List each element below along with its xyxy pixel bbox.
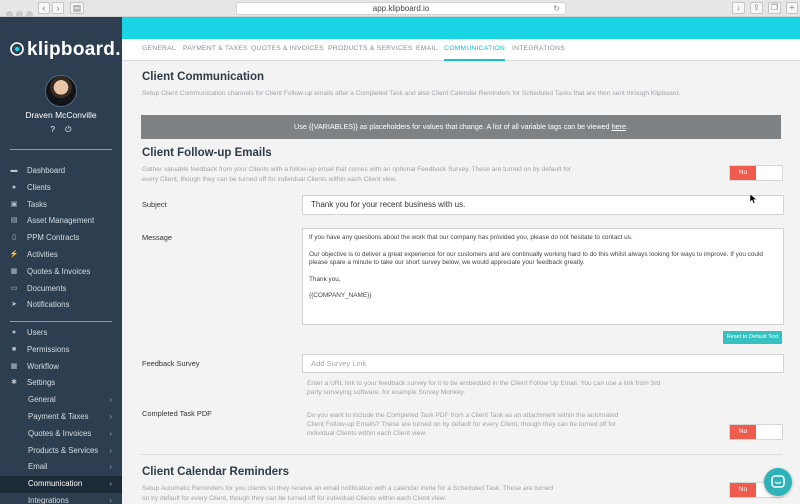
back-icon[interactable]: ‹ xyxy=(38,2,50,14)
lock-icon: ■ xyxy=(11,345,17,353)
chevron-right-icon: › xyxy=(109,479,112,489)
tab-products-services[interactable]: PRODUCTS & SERVICES xyxy=(328,45,413,52)
share-icon[interactable]: ⇪ xyxy=(750,2,763,14)
followup-toggle[interactable] xyxy=(729,165,783,181)
sidebar-item-permissions[interactable]: ■ Permissions xyxy=(0,342,122,359)
url-text: app.klipboard.io xyxy=(372,4,430,13)
forward-icon[interactable]: › xyxy=(52,2,64,14)
sidebar-subitem-email[interactable]: Email › xyxy=(0,459,122,476)
tab-email[interactable]: EMAIL xyxy=(416,45,438,52)
tab-integrations[interactable]: INTEGRATIONS xyxy=(512,45,565,52)
sidebar-item-users[interactable]: ● Users xyxy=(0,325,122,342)
user-actions xyxy=(0,125,122,135)
sidebar-divider xyxy=(10,321,112,322)
chevron-right-icon: › xyxy=(109,395,112,405)
user-icon: ● xyxy=(11,183,17,191)
browser-toolbar xyxy=(0,0,800,17)
tabs-icon[interactable]: ❐ xyxy=(768,2,781,14)
logo-text: klipboard. xyxy=(27,39,121,60)
top-bar xyxy=(122,17,800,39)
section-divider xyxy=(141,454,782,455)
sidebar-item-notifications[interactable]: ➤ Notifications xyxy=(0,297,122,314)
toggle-off-label: No xyxy=(730,425,756,439)
page-description: Setup Client Communication channels for Client Follow-up emails after a Completed Task and also Client Calendar Reminders for Scheduled Tasks that are then sent through Klipboard. xyxy=(142,90,681,97)
tab-quotes-invoices[interactable]: QUOTES & INVOICES xyxy=(251,45,324,52)
sidebar-item-activities[interactable]: ⚡ Activities xyxy=(0,247,122,264)
invoice-icon: ▦ xyxy=(10,267,18,275)
activity-icon: ⚡ xyxy=(9,250,19,258)
sidebar-item-asset-management[interactable]: ▤ Asset Management xyxy=(0,213,122,230)
message-paragraph: If you have any questions about the work that our company has provided you, please do not hesitate to contact us. xyxy=(309,234,633,241)
sidebar-item-dashboard[interactable]: ▬ Dashboard xyxy=(0,163,122,180)
message-paragraph: {{COMPANY_NAME}} xyxy=(309,292,372,300)
gear-icon: ✱ xyxy=(11,379,17,387)
main-nav xyxy=(0,163,122,314)
sidebar-item-documents[interactable]: ▭ Documents xyxy=(0,281,122,298)
variables-banner xyxy=(141,115,781,139)
chevron-right-icon: › xyxy=(109,411,112,421)
mouse-cursor-icon xyxy=(750,194,758,204)
reload-icon[interactable]: ↻ xyxy=(553,4,560,13)
document-icon: ▯ xyxy=(12,234,16,242)
sidebar-item-clients[interactable]: ● Clients xyxy=(0,180,122,197)
message-paragraph: Our objective is to deliver a great experience for our customers and are continually working hard to do this whilst always looking for ways to improve. If you could please spare a minute to take our short survey below, we would appreciate your feedback greatly. xyxy=(309,250,763,266)
sidebar-item-quotes-invoices[interactable]: ▦ Quotes & Invoices xyxy=(0,264,122,281)
downloads-icon[interactable]: ↓ xyxy=(732,2,745,14)
sidebar-item-tasks[interactable]: ▣ Tasks xyxy=(0,197,122,214)
sidebar xyxy=(0,17,122,504)
asset-icon: ▤ xyxy=(10,217,18,225)
banner-text: Use {{VARIABLES}} as placeholders for values that change. A list of all variable tags can be viewed xyxy=(294,122,612,131)
chat-launcher[interactable] xyxy=(764,468,792,496)
toggle-off-label: No xyxy=(730,483,756,497)
power-icon[interactable]: ⏻ xyxy=(65,125,72,134)
chat-icon xyxy=(764,468,792,496)
chevron-right-icon: › xyxy=(109,428,112,438)
message-label: Message xyxy=(142,233,172,242)
chevron-right-icon: › xyxy=(109,462,112,472)
reset-default-text-button[interactable]: Reset to Default Text xyxy=(723,331,782,344)
user-name: Draven McConville xyxy=(25,110,97,120)
folder-icon: ▭ xyxy=(10,284,18,292)
followup-title: Client Follow-up Emails xyxy=(142,147,272,159)
subject-label: Subject xyxy=(142,200,167,209)
survey-link-input[interactable]: Add Survey Link xyxy=(302,354,784,373)
page-title: Client Communication xyxy=(142,71,265,83)
sidebar-item-workflow[interactable]: ▦ Workflow xyxy=(0,359,122,376)
sidebar-subitem-quotes-invoices[interactable]: Quotes & Invoices › xyxy=(0,426,122,443)
reminders-title: Client Calendar Reminders xyxy=(142,466,289,478)
banner-end: . xyxy=(625,122,628,131)
settings-tabs xyxy=(122,39,800,61)
main-content xyxy=(122,62,800,504)
sidebar-subitem-payment-taxes[interactable]: Payment & Taxes › xyxy=(0,409,122,426)
survey-help-text: Enter a URL link to your feedback survey for it to be embedded in the Client Follow Up Email. You can use a link from 3rd party surveying software, for example Survey Monkey. xyxy=(307,380,661,397)
message-paragraph: Thank you, xyxy=(309,275,341,283)
sidebar-item-settings[interactable]: ✱ Settings xyxy=(0,375,122,392)
sidebar-item-ppm-contracts[interactable]: ▯ PPM Contracts xyxy=(0,230,122,247)
pdf-toggle[interactable] xyxy=(729,424,783,440)
pdf-label: Completed Task PDF xyxy=(142,409,212,418)
sidebar-subitem-products-services[interactable]: Products & Services › xyxy=(0,443,122,460)
workflow-icon: ▦ xyxy=(10,362,18,370)
chevron-right-icon: › xyxy=(109,445,112,455)
variables-link[interactable]: here xyxy=(611,122,626,131)
send-icon: ➤ xyxy=(11,301,17,309)
help-icon[interactable]: ? xyxy=(50,125,55,134)
reminders-description: Setup Automatic Reminders for you clients so they receive an email notification with a calendar invite for a Scheduled Task. These are turned on by default for every Client, though they can be turned off for individual Clients within each Client view. xyxy=(142,485,553,502)
logo-mark-icon xyxy=(10,42,24,56)
message-textarea[interactable] xyxy=(302,228,784,325)
admin-nav xyxy=(0,325,122,504)
sidebar-subitem-integrations[interactable]: Integrations › xyxy=(0,493,122,504)
sidebar-divider xyxy=(10,149,112,150)
users-icon: ● xyxy=(11,329,17,336)
dashboard-icon: ▬ xyxy=(10,167,18,174)
sidebar-subitem-general[interactable]: General › xyxy=(0,392,122,409)
tasks-icon: ▣ xyxy=(10,200,18,208)
tab-communication[interactable]: COMMUNICATION xyxy=(444,39,505,61)
subject-input[interactable]: Thank you for your recent business with us. xyxy=(302,195,784,215)
toggle-off-label: No xyxy=(730,166,756,180)
chevron-right-icon: › xyxy=(109,495,112,504)
avatar[interactable] xyxy=(45,75,77,107)
survey-label: Feedback Survey xyxy=(142,359,200,368)
sidebar-subitem-communication[interactable]: Communication › xyxy=(0,476,122,493)
logo[interactable] xyxy=(10,39,121,61)
tab-general[interactable]: GENERAL xyxy=(142,45,176,52)
pdf-help-text: Do you want to include the Completed Task PDF from a Client Task as an attachment within the automated Client Follow-up Emails? These are turned on by default for every Client, though they can be turned off for individual Clients within each Client view. xyxy=(307,412,619,438)
new-tab-icon[interactable]: + xyxy=(786,2,798,14)
address-bar[interactable] xyxy=(236,2,566,15)
sidebar-toggle-icon[interactable]: ▤ xyxy=(70,2,84,14)
followup-description: Gather valuable feedback from your Clients with a follow-up email that comes with an optional Feedback Survey. These are turned on by default for every Client, though they can be turned off for individual Clients within each Client view. xyxy=(142,166,571,183)
tab-payment-taxes[interactable]: PAYMENT & TAXES xyxy=(183,45,248,52)
